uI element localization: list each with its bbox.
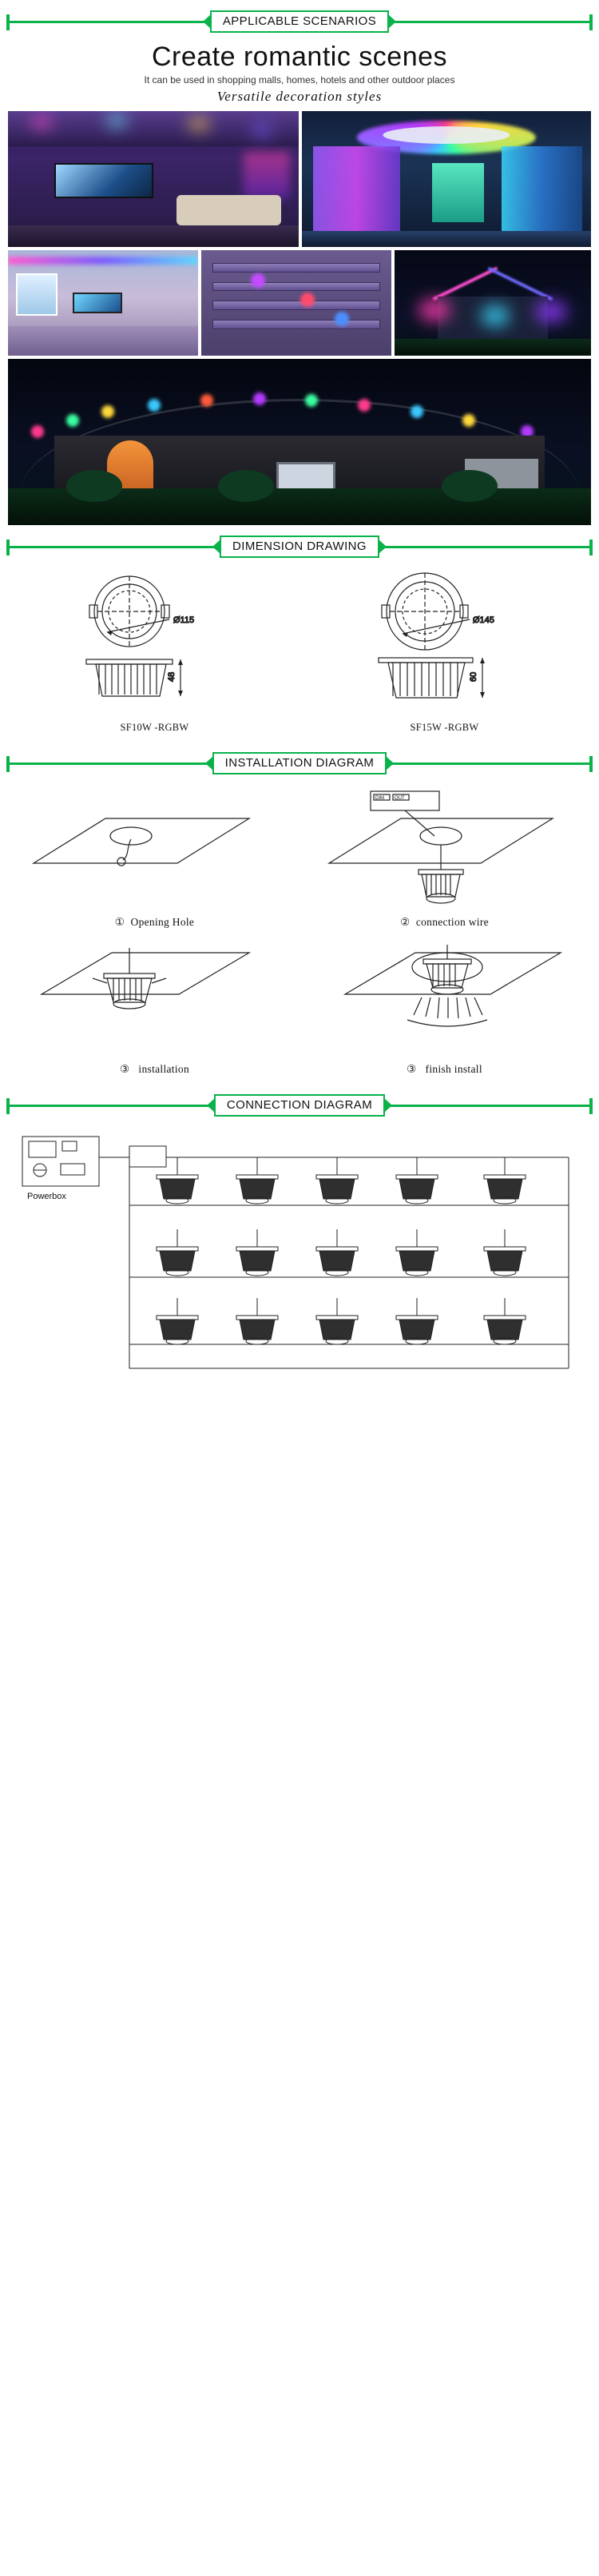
photo-living-room-rgb-tv [8, 111, 299, 247]
ribbon-label: INSTALLATION DIAGRAM [212, 752, 387, 774]
dimension-model-captions [10, 722, 589, 734]
driver-label-dim: DIM [375, 796, 384, 801]
install-caption-2 [300, 916, 589, 929]
photo-house-exterior-night-small [395, 250, 591, 356]
dimension-model-right: SF15W -RGBW [410, 722, 479, 733]
lamp-row-1 [157, 1157, 526, 1204]
ribbon-cap-right [589, 756, 593, 772]
install-step1-opening-hole [34, 818, 249, 866]
product-detail-page [0, 8, 599, 1397]
lamp-row-2 [157, 1229, 526, 1276]
ribbon-label: CONNECTION DIAGRAM [214, 1094, 385, 1117]
ribbon-notch-right [379, 539, 387, 554]
page-title: Create romantic scenes [151, 42, 448, 72]
dim-right-diameter-label: Ø145 [473, 615, 494, 625]
lamp-row-3 [157, 1298, 526, 1344]
powerbox-label: Powerbox [27, 1192, 66, 1201]
ribbon-notch-right [386, 756, 394, 770]
ribbon-cap-left [6, 14, 10, 30]
page-script-tagline: Versatile decoration styles [216, 89, 383, 104]
ribbon-notch-left [205, 756, 213, 770]
dim-left-height-label: 48 [167, 671, 177, 682]
install-caption-3 [10, 1063, 300, 1076]
installation-captions-top [10, 916, 589, 929]
dim-left-top-view [89, 576, 169, 647]
dim-right-height-label: 60 [469, 671, 478, 682]
install-step-label-4: finish install [425, 1063, 482, 1075]
ribbon-notch-left [212, 539, 220, 554]
dimension-model-left: SF10W -RGBW [120, 722, 189, 733]
install-step-number-2: ② [400, 916, 411, 928]
ribbon-cap-right [589, 539, 593, 555]
photo-house-exterior-night-large [8, 359, 591, 525]
install-step-number-4: ③ [407, 1063, 417, 1075]
ribbon-label: APPLICABLE SCENARIOS [210, 10, 389, 33]
photo-row-1 [8, 111, 591, 247]
install-step2-connection-wire [329, 791, 553, 903]
ribbon-label: DIMENSION DRAWING [220, 536, 379, 558]
section-header-installation [0, 750, 599, 777]
section-header-connection [0, 1092, 599, 1119]
install-caption-4 [300, 1063, 589, 1076]
driver-label-out: OUT [395, 796, 405, 801]
install-step-label-2: connection wire [415, 916, 489, 928]
photo-bedroom-ceiling-ring [302, 111, 591, 247]
installation-captions-bottom [10, 1063, 589, 1076]
connection-svg [10, 1129, 589, 1384]
section-header-scenarios [0, 8, 599, 35]
connection-diagram [0, 1124, 599, 1392]
ribbon-notch-left [207, 1098, 215, 1113]
photo-lounge-cove-lighting [8, 250, 198, 356]
powerbox-symbol [22, 1137, 99, 1186]
install-step3-installation [42, 948, 249, 1009]
photo-row-2 [8, 250, 591, 356]
section-header-dimension [0, 533, 599, 560]
dim-right-top-view [382, 573, 470, 650]
photo-grid [0, 111, 599, 525]
ribbon-cap-left [6, 756, 10, 772]
ribbon-notch-right [388, 14, 396, 29]
driver-symbol [99, 1146, 198, 1167]
ribbon-cap-right [589, 1098, 593, 1114]
install-step4-finish-install [345, 945, 561, 1026]
ribbon-cap-left [6, 539, 10, 555]
ribbon-cap-right [589, 14, 593, 30]
installation-steps-top [0, 782, 599, 937]
installation-steps-bottom [0, 937, 599, 1084]
page-subtitle: It can be used in shopping malls, homes, hotels and other outdoor places [144, 74, 455, 86]
install-caption-1 [10, 916, 300, 929]
install-step-label-1: Opening Hole [130, 916, 195, 928]
photo-row-3 [8, 359, 591, 525]
installation-svg-top [10, 786, 589, 914]
install-step-number-3: ③ [119, 1063, 130, 1075]
photo-stair-slats-spotlights [201, 250, 391, 356]
ribbon-notch-left [203, 14, 211, 29]
install-step-number-1: ① [114, 916, 125, 928]
bottom-spacer [0, 1392, 599, 1397]
install-step-label-3: installation [138, 1063, 190, 1075]
dimension-svg [10, 570, 589, 722]
ribbon-notch-right [384, 1098, 392, 1113]
dimension-drawings [0, 565, 599, 742]
installation-svg-bottom [10, 942, 589, 1061]
dim-left-diameter-label: Ø115 [173, 615, 195, 625]
ribbon-cap-left [6, 1098, 10, 1114]
